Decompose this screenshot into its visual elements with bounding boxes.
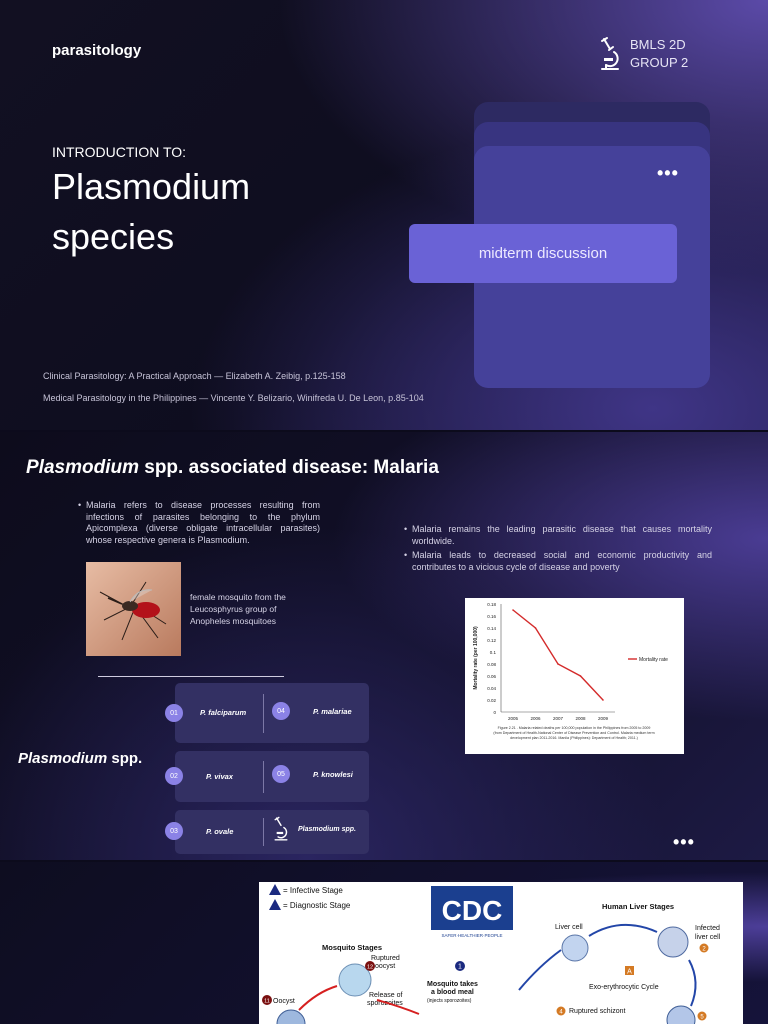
data-point <box>580 675 582 677</box>
step-number: 11 <box>264 998 270 1005</box>
group-line-1: BMLS 2D <box>630 37 686 52</box>
title-line-1: Plasmodium <box>52 166 251 207</box>
stage-a-label: A <box>627 968 632 976</box>
y-tick-label: 0.04 <box>487 686 496 691</box>
step-number: 4 <box>559 1009 563 1016</box>
step-number: 5 <box>700 1014 704 1021</box>
species-number: 04 <box>272 702 290 720</box>
species-number: 01 <box>165 704 183 722</box>
species-number: 02 <box>165 767 183 785</box>
slide-heading <box>26 457 439 479</box>
mosquito-photo <box>86 562 181 656</box>
arrow <box>689 960 696 1006</box>
series-line <box>513 610 603 700</box>
infected-liver-cell <box>658 927 688 957</box>
species-name: P. vivax <box>206 772 233 781</box>
mosquito-caption <box>190 591 286 627</box>
heading-rest: spp. associated disease: Malaria <box>138 457 439 478</box>
intro-label: INTRODUCTION TO: <box>52 144 187 160</box>
reference-2: Medical Parasitology in the Philippines — Vincente Y. Belizario, Winifreda U. De Leon, p.85-104 <box>43 393 424 403</box>
lifecycle-slide <box>0 862 768 1024</box>
liver-cell <box>562 935 588 961</box>
step-number: 2 <box>702 946 706 953</box>
data-point <box>557 663 559 665</box>
mosquito-takes-label: Mosquito takes <box>427 981 478 988</box>
mosquito-stages-label: Mosquito Stages <box>322 943 383 952</box>
x-tick-label: 2009 <box>597 716 609 721</box>
oocyst-label: Oocyst <box>273 998 295 1005</box>
y-tick-label: 0.06 <box>487 674 496 679</box>
y-tick-label: 0.12 <box>487 638 496 643</box>
human-liver-label: Human Liver Stages <box>602 902 675 911</box>
title-line-2: species <box>52 216 175 257</box>
mortality-chart <box>465 598 684 754</box>
schizont <box>667 1006 695 1024</box>
midterm-discussion-button[interactable]: midterm discussion <box>409 224 677 283</box>
arrow <box>589 925 657 936</box>
data-point <box>535 627 537 629</box>
microscope-icon <box>272 816 290 842</box>
x-tick-label: 2005 <box>507 716 519 721</box>
malaria-slide <box>0 432 768 860</box>
arrow <box>519 950 561 990</box>
release-label: Release of <box>369 992 403 999</box>
list-item: • Malaria refers to disease processes resulting from infections of parasites belonging to the phylum Apicomplexa (diverse obligate intracellular parasites) whose respective genera is Plasmodium. <box>78 500 320 546</box>
y-tick-label: 0.16 <box>487 614 496 619</box>
divider <box>263 761 264 793</box>
infected-liver-label: Infected <box>695 925 720 932</box>
ruptured-oocyst-label: Ruptured <box>371 955 400 962</box>
more-options-icon[interactable]: ••• <box>657 163 679 183</box>
divider <box>263 818 264 846</box>
cdc-logo-sub: SAFER·HEALTHIER·PEOPLE <box>441 933 503 938</box>
species-number: 05 <box>272 765 290 783</box>
species-name: P. falciparum <box>200 708 247 717</box>
brand-label: parasitology <box>52 42 142 59</box>
lifecycle-diagram <box>259 882 743 1024</box>
oocyst <box>277 1010 305 1024</box>
y-tick-label: 0 <box>493 710 496 715</box>
lifecycle-svg <box>259 882 743 1024</box>
heading-italic: Plasmodium <box>26 457 139 478</box>
y-tick-label: 0.08 <box>487 662 496 667</box>
data-point <box>602 699 604 701</box>
chart-caption: Figure 2.21 . Malaria related deaths per 100,000 population in the Philippines from 2005 to 2009 <box>497 726 651 730</box>
caption-line: Leucosphyrus group of <box>190 604 277 614</box>
species-name: P. ovale <box>206 827 234 836</box>
mosquito-takes-label: (injects sporozoites) <box>427 998 472 1004</box>
y-axis-label: Mortality rate (per 100,000) <box>473 626 479 690</box>
list-item: • Malaria leads to decreased social and economic productivity and contributes to a vicious cycle of disease and poverty <box>404 550 712 573</box>
right-bullet-list <box>404 524 712 573</box>
chart-svg <box>465 598 684 754</box>
arrow <box>299 986 337 1010</box>
infected-liver-label: liver cell <box>695 934 721 941</box>
cdc-logo-text: CDC <box>441 895 503 926</box>
step-number: 12 <box>366 964 374 971</box>
page-title <box>52 162 250 262</box>
y-tick-label: 0.1 <box>489 650 496 655</box>
diagnostic-stage-icon <box>269 899 281 910</box>
exo-cycle-label: Exo-erythrocytic Cycle <box>589 984 659 991</box>
species-name: Plasmodium spp. <box>298 826 356 833</box>
y-tick-label: 0.18 <box>487 602 496 607</box>
divider <box>263 694 264 733</box>
group-line-2: GROUP 2 <box>630 55 689 70</box>
x-tick-label: 2007 <box>552 716 564 721</box>
y-tick-label: 0.02 <box>487 698 496 703</box>
legend-label: Mortality rate <box>639 657 668 663</box>
legend-diagnostic: = Diagnostic Stage <box>283 901 351 910</box>
species-name: P. malariae <box>313 707 352 716</box>
chart-caption: (from Department of Health-National Center of Disease Prevention and Control. Malaria medium term <box>493 731 655 735</box>
microscope-icon <box>598 36 622 72</box>
x-tick-label: 2006 <box>530 716 541 721</box>
reference-1: Clinical Parasitology: A Practical Approach — Elizabeth A. Zeibig, p.125-158 <box>43 371 346 381</box>
caption-line: female mosquito from the <box>190 592 286 602</box>
x-tick-label: 2008 <box>575 716 586 721</box>
divider <box>98 676 284 677</box>
title-slide <box>0 0 768 430</box>
y-tick-label: 0.14 <box>487 626 496 631</box>
more-options-icon[interactable]: ••• <box>673 832 695 852</box>
spp-italic: Plasmodium <box>18 750 108 767</box>
mosquito-takes-label: a blood meal <box>431 989 474 996</box>
infective-stage-icon <box>269 884 281 895</box>
left-bullet-list <box>78 500 320 546</box>
caption-line: Anopheles mosquitoes <box>190 616 277 626</box>
species-name: P. knowlesi <box>313 770 353 779</box>
release-label: sporozoites <box>367 1000 403 1007</box>
species-heading <box>18 750 142 767</box>
ruptured-oocyst-label: oocyst <box>375 963 396 970</box>
chart-caption: development plan 2011-2016. Manila (Philippines): Department of Health; 2011.) <box>510 736 638 740</box>
ruptured-schizont-label: Ruptured schizont <box>569 1008 626 1015</box>
group-label <box>630 36 688 72</box>
liver-cell-label: Liver cell <box>555 924 583 931</box>
legend-infective: = Infective Stage <box>283 886 343 895</box>
species-number: 03 <box>165 822 183 840</box>
data-point <box>512 609 514 611</box>
step-number: 1 <box>458 963 462 971</box>
spp-rest: spp. <box>107 750 143 767</box>
list-item: • Malaria remains the leading parasitic disease that causes mortality worldwide. <box>404 524 712 547</box>
